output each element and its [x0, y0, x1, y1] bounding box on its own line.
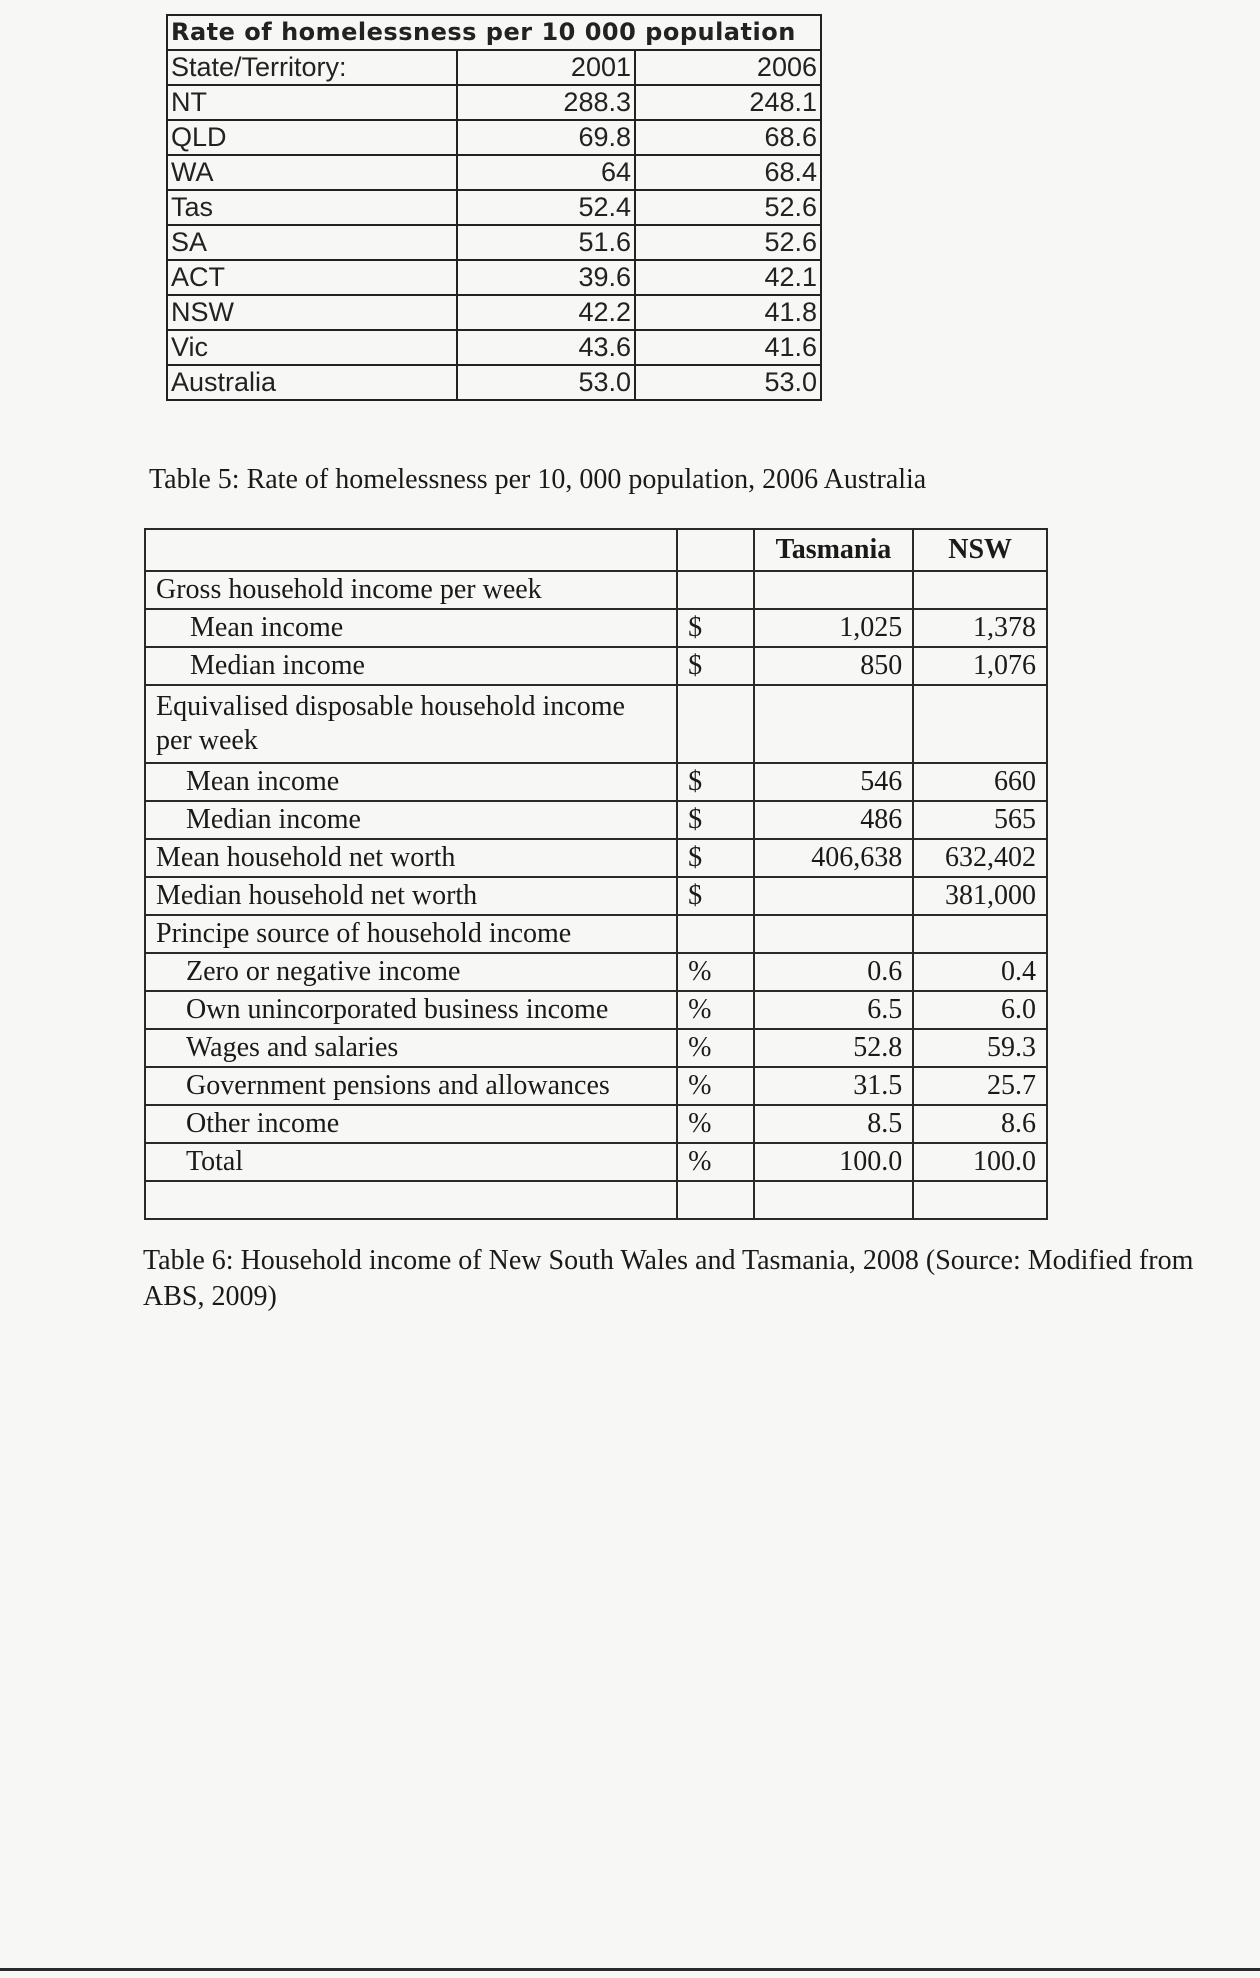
row-label: Own unincorporated business income — [145, 991, 677, 1029]
table-row — [167, 260, 821, 295]
nsw-cell: 565 — [913, 801, 1047, 839]
row-label: Median household net worth — [145, 877, 677, 915]
unit-cell: % — [677, 991, 754, 1029]
header-unit-cell — [677, 529, 754, 571]
nsw-cell: 59.3 — [913, 1029, 1047, 1067]
unit-cell: % — [677, 1105, 754, 1143]
unit-cell: $ — [677, 801, 754, 839]
value-2006-cell: 41.8 — [635, 295, 821, 330]
table-row — [145, 991, 1047, 1029]
table-header-row — [167, 50, 821, 85]
value-2001-cell: 42.2 — [457, 295, 635, 330]
tasmania-cell: 6.5 — [754, 991, 914, 1029]
unit-cell: % — [677, 1067, 754, 1105]
nsw-cell — [913, 915, 1047, 953]
value-2006-cell: 248.1 — [635, 85, 821, 120]
section-row — [145, 571, 1047, 609]
tasmania-cell: 850 — [754, 647, 914, 685]
header-blank-cell — [145, 529, 677, 571]
value-2006-cell: 68.6 — [635, 120, 821, 155]
state-cell: Vic — [167, 330, 457, 365]
nsw-cell: 381,000 — [913, 877, 1047, 915]
unit-cell — [677, 685, 754, 763]
nsw-cell: 660 — [913, 763, 1047, 801]
table-row — [145, 839, 1047, 877]
unit-cell: % — [677, 1029, 754, 1067]
table-header-row — [145, 529, 1047, 571]
empty-row — [145, 1181, 1047, 1219]
value-2001-cell: 43.6 — [457, 330, 635, 365]
tasmania-cell — [754, 877, 914, 915]
tasmania-cell: 1,025 — [754, 609, 914, 647]
table-row — [145, 1105, 1047, 1143]
row-label: Wages and salaries — [145, 1029, 677, 1067]
tasmania-cell: 100.0 — [754, 1143, 914, 1181]
nsw-cell: 8.6 — [913, 1105, 1047, 1143]
table-row — [167, 295, 821, 330]
state-cell: NT — [167, 85, 457, 120]
row-label: Principe source of household income — [145, 915, 677, 953]
tasmania-cell: 31.5 — [754, 1067, 914, 1105]
tasmania-cell: 52.8 — [754, 1029, 914, 1067]
value-2006-cell: 41.6 — [635, 330, 821, 365]
nsw-cell: 632,402 — [913, 839, 1047, 877]
table-5-caption: Table 5: Rate of homelessness per 10, 000 population, 2006 Australia — [149, 464, 927, 495]
tasmania-cell: 0.6 — [754, 953, 914, 991]
table-row — [167, 225, 821, 260]
unit-cell: $ — [677, 609, 754, 647]
row-label: Equivalised disposable household income per week — [145, 685, 677, 763]
row-label: Mean income — [145, 763, 677, 801]
table-row — [167, 120, 821, 155]
tasmania-cell: 406,638 — [754, 839, 914, 877]
nsw-cell: 25.7 — [913, 1067, 1047, 1105]
empty-cell — [754, 1181, 914, 1219]
value-2006-cell: 52.6 — [635, 225, 821, 260]
section-row — [145, 915, 1047, 953]
table-row — [145, 953, 1047, 991]
row-label: Other income — [145, 1105, 677, 1143]
row-label: Mean income — [145, 609, 677, 647]
table-row — [145, 1067, 1047, 1105]
row-label: Government pensions and allowances — [145, 1067, 677, 1105]
value-2001-cell: 52.4 — [457, 190, 635, 225]
table-title-row — [167, 15, 821, 50]
table-row — [167, 365, 821, 400]
state-cell: Australia — [167, 365, 457, 400]
value-2006-cell: 52.6 — [635, 190, 821, 225]
column-header-2001: 2001 — [457, 50, 635, 85]
value-2001-cell: 69.8 — [457, 120, 635, 155]
value-2006-cell: 68.4 — [635, 155, 821, 190]
state-cell: QLD — [167, 120, 457, 155]
row-label: Total — [145, 1143, 677, 1181]
row-label: Zero or negative income — [145, 953, 677, 991]
table-6-caption: Table 6: Household income of New South Wales and Tasmania, 2008 (Source: Modified from ABS, 2009) — [143, 1245, 1194, 1312]
empty-cell — [913, 1181, 1047, 1219]
unit-cell: $ — [677, 839, 754, 877]
tasmania-cell — [754, 571, 914, 609]
table-row — [167, 155, 821, 190]
unit-cell: $ — [677, 763, 754, 801]
state-cell: ACT — [167, 260, 457, 295]
row-label: Gross household income per week — [145, 571, 677, 609]
household-income-table — [144, 528, 1048, 1220]
empty-cell — [677, 1181, 754, 1219]
empty-cell — [145, 1181, 677, 1219]
table-row — [145, 877, 1047, 915]
row-label: Median income — [145, 801, 677, 839]
value-2001-cell: 39.6 — [457, 260, 635, 295]
tasmania-cell — [754, 915, 914, 953]
table-title: Rate of homelessness per 10 000 population — [167, 15, 821, 50]
unit-cell: % — [677, 953, 754, 991]
unit-cell: $ — [677, 877, 754, 915]
nsw-cell: 0.4 — [913, 953, 1047, 991]
value-2006-cell: 53.0 — [635, 365, 821, 400]
tasmania-cell: 546 — [754, 763, 914, 801]
column-header-tasmania: Tasmania — [754, 529, 914, 571]
value-2001-cell: 64 — [457, 155, 635, 190]
value-2001-cell: 53.0 — [457, 365, 635, 400]
section-row — [145, 685, 1047, 763]
table-row — [145, 1029, 1047, 1067]
table-row — [145, 763, 1047, 801]
tasmania-cell: 486 — [754, 801, 914, 839]
table-row — [145, 1143, 1047, 1181]
state-cell: Tas — [167, 190, 457, 225]
table-row — [167, 190, 821, 225]
table-row — [145, 801, 1047, 839]
nsw-cell — [913, 685, 1047, 763]
nsw-cell: 1,076 — [913, 647, 1047, 685]
unit-cell — [677, 915, 754, 953]
tasmania-cell: 8.5 — [754, 1105, 914, 1143]
column-header-2006: 2006 — [635, 50, 821, 85]
unit-cell: % — [677, 1143, 754, 1181]
page-bottom-edge — [0, 1968, 1260, 1971]
tasmania-cell — [754, 685, 914, 763]
table-row — [145, 609, 1047, 647]
nsw-cell — [913, 571, 1047, 609]
column-header-nsw: NSW — [913, 529, 1047, 571]
value-2001-cell: 288.3 — [457, 85, 635, 120]
unit-cell — [677, 571, 754, 609]
row-label: Mean household net worth — [145, 839, 677, 877]
value-2006-cell: 42.1 — [635, 260, 821, 295]
table-row — [167, 330, 821, 365]
state-cell: WA — [167, 155, 457, 190]
state-cell: SA — [167, 225, 457, 260]
unit-cell: $ — [677, 647, 754, 685]
value-2001-cell: 51.6 — [457, 225, 635, 260]
nsw-cell: 100.0 — [913, 1143, 1047, 1181]
state-cell: NSW — [167, 295, 457, 330]
table-row — [145, 647, 1047, 685]
homelessness-rate-table — [166, 14, 822, 401]
nsw-cell: 1,378 — [913, 609, 1047, 647]
table-row — [167, 85, 821, 120]
column-header-state: State/Territory: — [167, 50, 457, 85]
row-label: Median income — [145, 647, 677, 685]
nsw-cell: 6.0 — [913, 991, 1047, 1029]
